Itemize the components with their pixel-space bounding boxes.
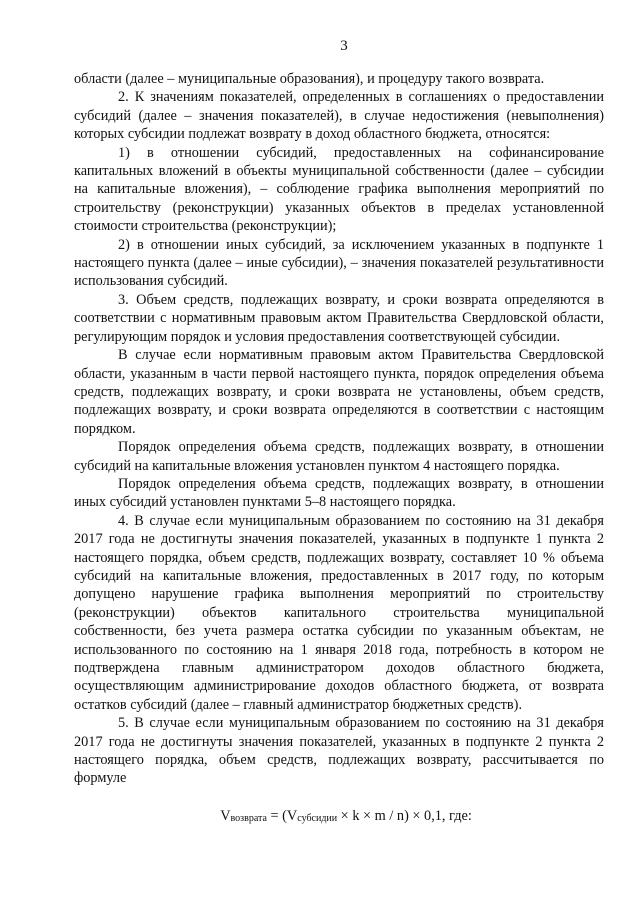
page-number: 3 [340,38,348,54]
formula-subsidy-subscript: субсидии [297,812,338,824]
paragraph-item-4: 4. В случае если муниципальным образованием по состоянию на 31 декабря 2017 года не достигнуты значения показателей, указанных в подпункте 1 пункта 2 настоящего порядка, объем средств, подлежащих возврату, составляет 10 % объема субсидий на капитальные вложения, предоставленных в 2017 году, по которым допущено нарушение графика выполнения мероприятий по строительству (реконструкции) объектов капитального строительства муниципальной собственности, без учета размера остатка субсидии по указанным объектам, не использованного по состоянию на 1 января 2018 года, потребность в котором не подтверждена главным администратором доходов областного бюджета, осуществляющим администрирование доходов областного бюджета, от возврата остатков субсидий (далее – главный администратор бюджетных средств). [74,512,604,713]
return-amount-formula [74,808,604,825]
paragraph-item-5: 5. В случае если муниципальным образованием по состоянию на 31 декабря 2017 года не достигнуты значения показателей, указанных в подпункте 2 пункта 2 настоящего порядка, объем средств, подлежащих возврату, рассчитывается по формуле [74,715,604,787]
paragraph-subitem-2: 2) в отношении иных субсидий, за исключением указанных в подпункте 1 настоящего пункта (далее – иные субсидии), – значения показателей результативности использования субсидий. [74,236,604,290]
formula-v-symbol: V [220,807,231,824]
formula-equals-open: = (V [266,807,298,824]
formula-v-subscript: возврата [230,812,267,824]
paragraph-item-3-part-4: Порядок определения объема средств, подлежащих возврату, в отношении иных субсидий установлен пунктами 5–8 настоящего порядка. [74,475,604,511]
paragraph-item-3: 3. Объем средств, подлежащих возврату, и сроки возврата определяются в соответствии с нормативным правовым актом Правительства Свердловской области, регулирующим порядок и условия предоставления соответствующей субсидии. [74,291,604,345]
paragraph-item-2: 2. К значениям показателей, определенных в соглашениях о предоставлении субсидий (далее – значения показателей), в случае недостижения (невыполнения) которых субсидии подлежат возврату в доход областного бюджета, относятся: [74,89,604,143]
paragraph-subitem-1: 1) в отношении субсидий, предоставленных на софинансирование капитальных вложений в объекты муниципальной собственности (далее – субсидии на капитальные вложения), – соблюдение графика выполнения мероприятий по строительству (реконструкции) указанных объектов в пределах установленной стоимости строительства (реконструкции); [74,144,604,235]
formula-rest: × k × m / n) × 0,1, где: [337,807,472,824]
paragraph-continuation: области (далее – муниципальные образования), и процедуру такого возврата. [74,71,545,87]
paragraph-item-3-part-2: В случае если нормативным правовым актом Правительства Свердловской области, указанным в части первой настоящего пункта, порядок определения объема средств, подлежащих возврату, и сроки возврата не установлены, объем средств, подлежащих возврату, и сроки возврата определяются в соответствии с настоящим порядком. [74,347,604,437]
paragraph-item-3-part-3: Порядок определения объема средств, подлежащих возврату, в отношении субсидий на капитальные вложения установлен пунктом 4 настоящего порядка. [74,439,604,474]
